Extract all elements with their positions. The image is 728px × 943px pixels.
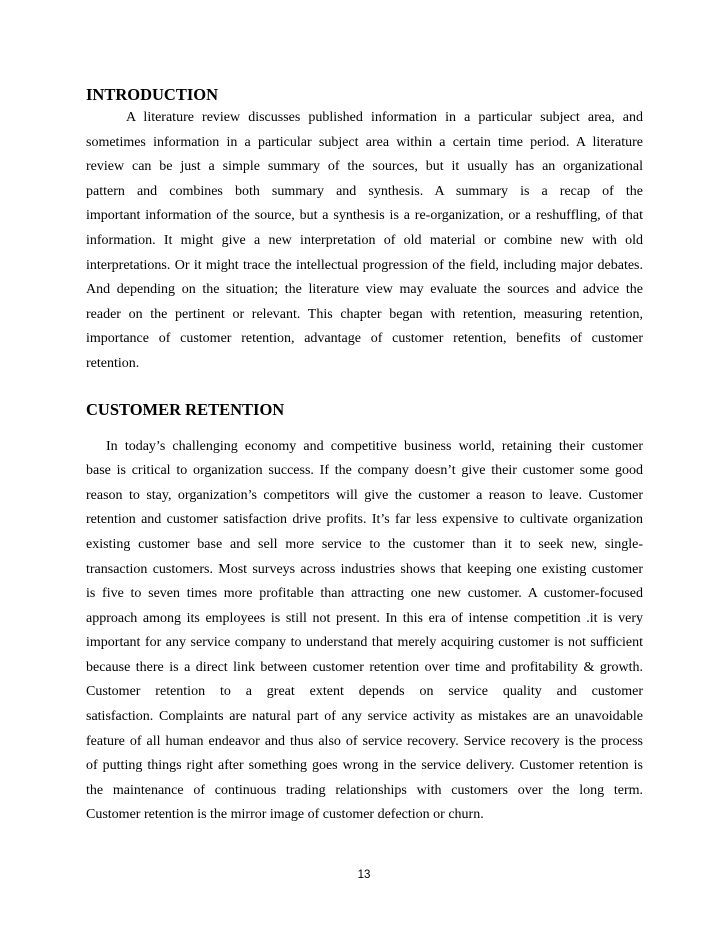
section-heading-introduction: INTRODUCTION [86, 85, 219, 104]
paragraph-line: is five to seven times more profitable than attracting one new customer. A customer-focused [86, 586, 643, 602]
paragraph-line: feature of all human endeavor and thus also of service recovery. Service recovery is the process [86, 733, 643, 749]
paragraph-line: sometimes information in a particular subject area within a certain time period. A literature [86, 134, 643, 150]
document-page [86, 84, 643, 828]
paragraph-line: reader on the pertinent or relevant. This chapter began with retention, measuring retention, [86, 306, 643, 322]
paragraph-line: importance of customer retention, advantage of customer retention, benefits of customer [86, 331, 643, 347]
paragraph-line: pattern and combines both summary and synthesis. A summary is a recap of the [86, 183, 643, 199]
paragraph-line: A literature review discusses published information in a particular subject area, and [126, 110, 643, 125]
paragraph-line: In today’s challenging economy and competitive business world, retaining their customer [106, 438, 643, 454]
paragraph-line: interpretations. Or it might trace the intellectual progression of the field, including major debates. [86, 257, 643, 273]
paragraph-line: approach among its employees is still not present. In this era of intense competition .it is very [86, 610, 643, 626]
paragraph-line: because there is a direct link between customer retention over time and profitability & growth. [86, 659, 643, 675]
paragraph-line: retention. [86, 355, 140, 371]
paragraph-line: retention and customer satisfaction drive profits. It’s far less expensive to cultivate organization [86, 512, 643, 528]
paragraph-line: Customer retention to a great extent depends on service quality and customer [86, 684, 643, 700]
paragraph-line: the maintenance of continuous trading relationships with customers over the long term. [86, 782, 643, 798]
introduction-paragraph [86, 106, 643, 377]
paragraph-line: information. It might give a new interpretation of old material or combine new with old [86, 232, 643, 248]
paragraph-line: important for any service company to understand that merely acquiring customer is not sufficient [86, 635, 643, 651]
section-heading-customer-retention: CUSTOMER RETENTION [86, 399, 285, 419]
page-number: 13 [357, 869, 371, 881]
paragraph-line: important information of the source, but a synthesis is a re-organization, or a reshuffling, of that [86, 208, 643, 224]
paragraph-line: of putting things right after something goes wrong in the service delivery. Customer retention is [86, 758, 643, 774]
paragraph-line: review can be just a simple summary of the sources, but it usually has an organizational [86, 159, 643, 175]
customer-retention-paragraph [86, 435, 643, 829]
paragraph-line: satisfaction. Complaints are natural part of any service activity as mistakes are an unavoidable [86, 709, 643, 725]
paragraph-line: reason to stay, organization’s competitors will give the customer a reason to leave. Customer [86, 487, 643, 503]
paragraph-line: transaction customers. Most surveys across industries shows that keeping one existing customer [86, 561, 643, 577]
paragraph-line: Customer retention is the mirror image of customer defection or churn. [86, 807, 484, 823]
paragraph-line: existing customer base and sell more service to the customer than it to seek new, single- [86, 536, 643, 552]
paragraph-line: And depending on the situation; the literature view may evaluate the sources and advice the [86, 282, 643, 298]
paragraph-line: base is critical to organization success. If the company doesn’t give their customer some good [86, 463, 643, 479]
